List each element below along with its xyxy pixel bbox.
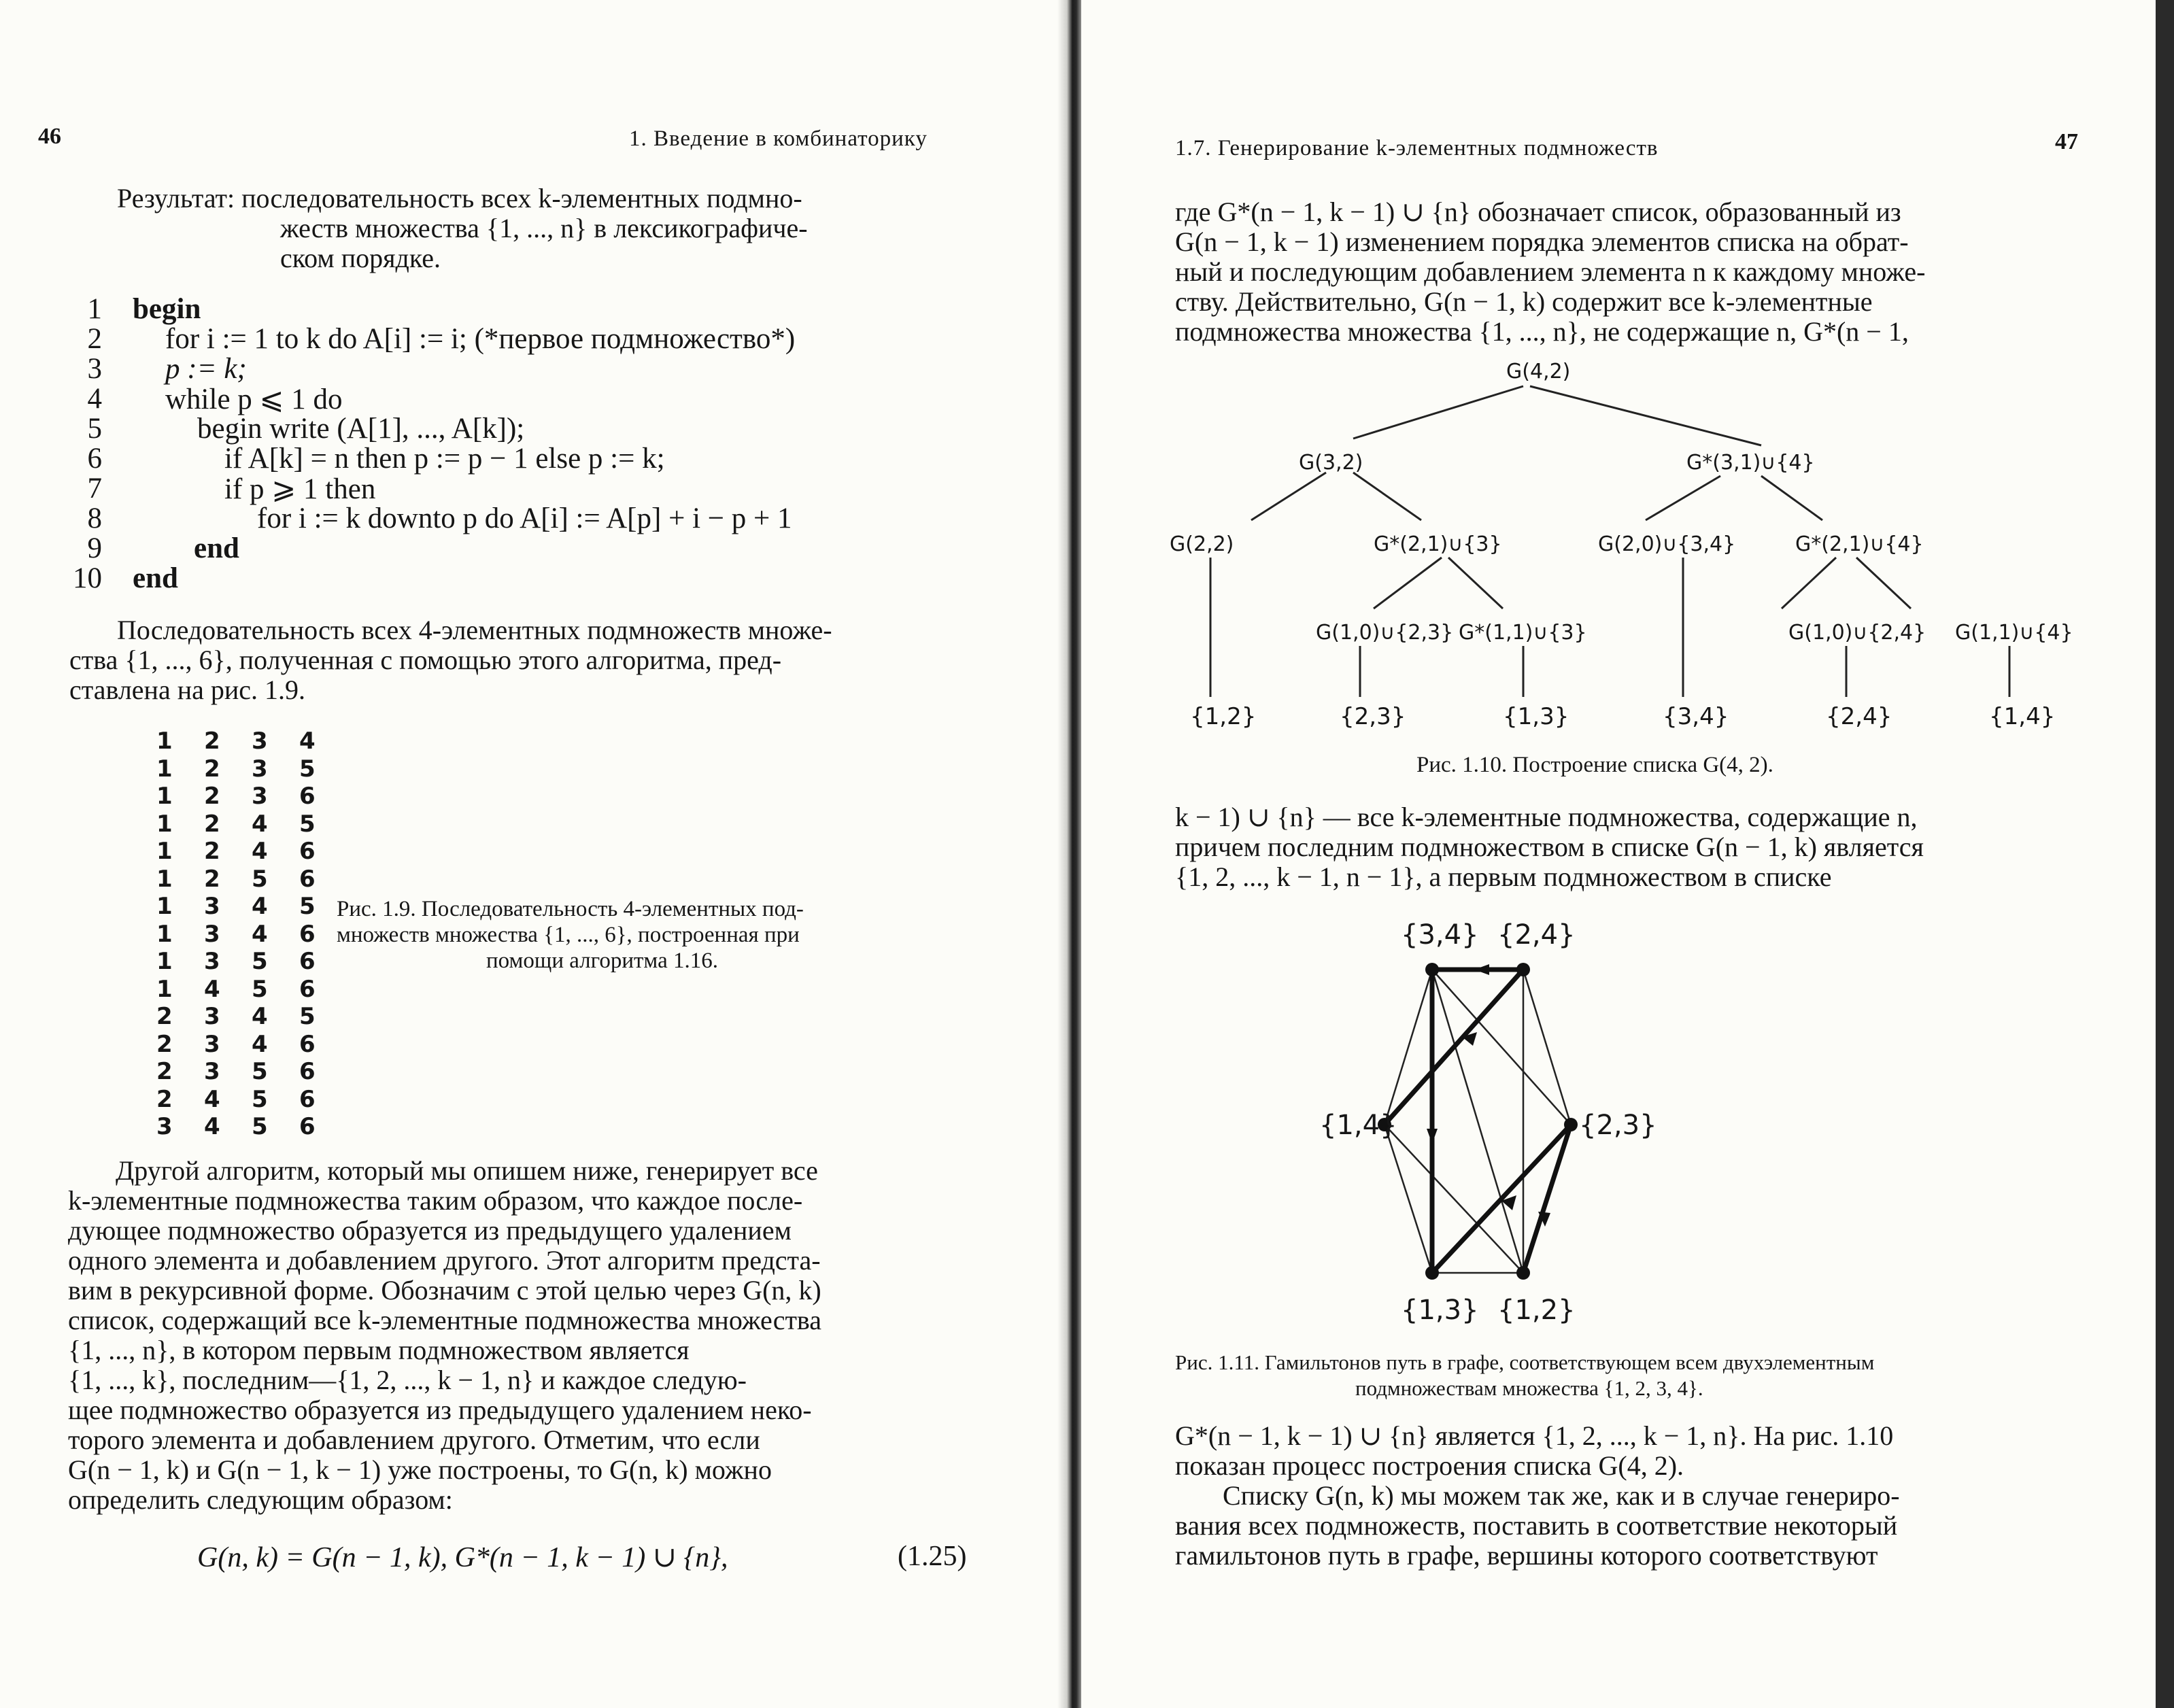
fig19-caption [337,896,804,974]
text-line: список, содержащий все k-элементные подмножества множества [68,1305,822,1335]
graph-edge [1385,1125,1432,1273]
line-number: 3 [87,353,102,385]
sequence-row [156,1003,347,1030]
right-running-head: 1.7. Генерирование k-элементных подмножеств [1175,136,1659,160]
sequence-row [156,866,347,893]
sequence-cell: 6 [299,838,316,865]
tree-edge [1646,476,1720,520]
sequence-cell: 3 [156,1113,173,1140]
sequence-cell: 4 [252,1003,268,1030]
text-line: ства {1, ..., 6}, полученная с помощью этого алгоритма, пред- [69,645,782,675]
sequence-cell: 6 [299,920,316,948]
tree-edge [1761,476,1822,520]
sequence-cell: 6 [299,948,316,975]
tree-leaf: {3,4} [1663,703,1729,730]
text-line: Последовательность всех 4-элементных подмножеств множе- [117,615,832,645]
vertex-label: {1,2} [1497,1295,1576,1326]
sequence-cell: 2 [156,1003,173,1030]
text-line: Другой алгоритм, который мы опишем ниже, генерирует все [116,1155,818,1186]
text-line: G(n − 1, k − 1) изменением порядка элементов списка на обрат- [1175,226,1909,257]
sequence-cell: 6 [299,1113,316,1140]
text-line: G*(n − 1, k − 1) ∪ {n} является {1, 2, ..., k − 1, n}. На рис. 1.10 [1175,1420,1894,1451]
sequence-cell: 4 [204,975,220,1003]
tree-node: G(1,1)∪{4} [1955,621,2073,645]
fig110-tree [1149,354,2135,734]
right-page [1081,0,2174,1708]
sequence-cell: 2 [204,728,220,755]
caption-line: множеств множества {1, ..., 6}, построенная при [337,923,800,947]
text-line: определить следующим образом: [68,1484,453,1515]
vertex-label: {1,3} [1401,1295,1479,1326]
sequence-cell: 6 [299,865,316,893]
sequence-cell: 6 [299,783,316,810]
text-line: причем последним подмножеством в списке G(n − 1, k) является [1175,832,1924,862]
tree-node: G(3,2) [1299,451,1363,475]
line-number: 5 [87,413,102,445]
tree-edge [1856,558,1911,609]
sequence-row [156,976,347,1003]
sequence-cell: 5 [299,893,316,920]
sequence-cell: 4 [299,728,316,755]
text-line: ный и последующим добавлением элемента n к каждому множе- [1175,256,1926,287]
caption-line: подмножествам множества {1, 2, 3, 4}. [1355,1376,1703,1400]
path-arrow [1427,1129,1438,1144]
sequence-cell: 5 [252,1058,268,1085]
sequence-cell: 6 [299,1030,316,1058]
vertex-label: {2,3} [1579,1110,1657,1141]
graph-vertex [1516,1266,1530,1280]
text-line: Списку G(n, k) мы можем так же, как и в случае генериро- [1223,1480,1900,1511]
paragraph-where [1175,197,1925,347]
text-line: вим в рекурсивной форме. Обозначим с этой целью через G(n, k) [68,1275,821,1305]
code-line: begin write (A[1], ..., A[k]); [197,413,525,445]
sequence-cell: 5 [299,1003,316,1030]
sequence-cell: 4 [252,1030,268,1058]
text-line: k − 1) ∪ {n} — все k-элементные подмножества, содержащие n, [1175,802,1918,832]
left-page [0,0,1061,1708]
text-line: ставлена на рис. 1.9. [69,674,306,705]
sequence-cell: 2 [204,755,220,783]
tree-edge [1353,386,1523,439]
sequence-cell: 5 [299,810,316,838]
sequence-cell: 2 [156,1030,173,1058]
text-line: G(n − 1, k) и G(n − 1, k − 1) уже построены, то G(n, k) можно [68,1454,772,1485]
fig111-graph [1319,898,1897,1333]
sequence-cell: 3 [204,920,220,948]
sequence-row [156,921,347,948]
text-line: одного элемента и добавлением другого. Этот алгоритм предста- [68,1245,821,1276]
fig110-caption: Рис. 1.10. Построение списка G(4, 2). [1416,753,1773,777]
text-line: {1, 2, ..., k − 1, n − 1}, а первым подмножеством в списке [1175,861,1832,892]
tree-leaf: {1,4} [1989,703,2056,730]
left-running-head: 1. Введение в комбинаторику [629,126,928,151]
book-spine [1057,0,1085,1708]
result-line: жеств множества {1, ..., n} в лексикографиче- [280,213,808,243]
sequence-cell: 2 [204,838,220,865]
sequence-row [156,893,347,920]
tree-node: G*(1,1)∪{3} [1459,621,1587,645]
sequence-cell: 1 [156,810,173,838]
text-line: показан процесс построения списка G(4, 2). [1175,1450,1684,1481]
code-line: end [133,562,178,594]
sequence-cell: 3 [252,755,268,783]
text-line: {1, ..., k}, последним—{1, 2, ..., k − 1, n} и каждое следую- [68,1365,747,1395]
left-page-number: 46 [38,124,61,149]
text-line: где G*(n − 1, k − 1) ∪ {n} обозначает список, образованный из [1175,197,1901,227]
text-line: ству. Действительно, G(n − 1, k) содержит все k-элементные [1175,286,1873,317]
sequence-row [156,755,347,783]
tree-leaf: {2,4} [1826,703,1892,730]
tree-node: G(2,2) [1170,532,1234,556]
sequence-cell: 3 [204,1058,220,1085]
tree-node: G(1,0)∪{2,3} [1316,621,1454,645]
graph-vertex [1425,963,1439,976]
right-page-number: 47 [2055,129,2078,154]
sequence-cell: 2 [156,1058,173,1085]
sequence-cell: 4 [204,1085,220,1113]
tree-edge [1782,558,1836,609]
caption-line: Рис. 1.11. Гамильтонов путь в графе, соответствующем всем двухэлементным [1175,1350,1875,1374]
line-number: 2 [87,323,102,355]
tree-node: G(1,0)∪{2,4} [1788,621,1926,645]
sequence-cell: 2 [204,810,220,838]
result-line: Результат: последовательность всех k-элементных подмно- [117,183,802,214]
line-number: 7 [87,473,102,505]
sequence-cell: 2 [204,783,220,810]
line-number: 1 [87,293,102,325]
sequence-cell: 6 [299,1058,316,1085]
text-line: торого элемента и добавлением другого. Отметим, что если [68,1424,760,1455]
graph-vertex [1564,1118,1578,1131]
vertex-label: {2,4} [1497,919,1576,951]
paragraph-continuation [1175,802,1924,892]
tree-node: G*(2,1)∪{3} [1374,532,1502,556]
text-line: дующее подмножество образуется из предыдущего удалением [68,1215,792,1246]
sequence-cell: 5 [252,1085,268,1113]
sequence-row [156,1113,347,1140]
paragraph-sequence-intro [69,615,981,705]
path-arrow [1474,964,1489,975]
tree-edge [1530,386,1761,445]
sequence-cell: 3 [204,1003,220,1030]
text-line: вания всех подмножеств, поставить в соответствие некоторый [1175,1510,1898,1541]
sequence-cell: 3 [204,893,220,920]
code-line: for i := 1 to k do A[i] := i; (*первое подмножество*) [165,323,796,355]
tree-leaf: {2,3} [1340,703,1406,730]
sequence-cell: 3 [252,783,268,810]
line-number: 4 [87,383,102,415]
result-line: ском порядке. [280,243,441,273]
line-number: 6 [87,443,102,475]
text-line: гамильтонов путь в графе, вершины которого соответствуют [1175,1540,1878,1571]
sequence-row [156,783,347,810]
paragraph-final [1175,1421,1900,1571]
sequence-cell: 1 [156,755,173,783]
sequence-cell: 5 [252,948,268,975]
graph-vertex [1425,1266,1439,1280]
sequence-row [156,1031,347,1058]
code-line: begin [133,293,201,325]
tree-edge [1448,558,1503,609]
sequence-cell: 5 [252,975,268,1003]
code-line: if p ⩾ 1 then [224,473,376,505]
text-line: щее подмножество образуется из предыдущего удалением неко- [68,1395,812,1425]
vertex-label: {3,4} [1401,919,1479,951]
sequence-cell: 5 [299,755,316,783]
sequence-cell: 1 [156,920,173,948]
line-number: 10 [73,562,102,594]
tree-leaf: {1,3} [1503,703,1569,730]
sequence-cell: 3 [204,1030,220,1058]
tree-node: G*(3,1)∪{4} [1686,451,1815,475]
sequence-cell: 1 [156,975,173,1003]
sequence-cell: 2 [156,1085,173,1113]
code-line: p := k; [165,353,247,385]
sequence-cell: 2 [204,865,220,893]
text-line: k-элементные подмножества таким образом, что каждое после- [68,1185,803,1216]
result-block [117,184,808,273]
line-number: 8 [87,502,102,534]
sequence-row [156,948,347,975]
sequence-row [156,838,347,865]
sequence-cell: 6 [299,1085,316,1113]
caption-line: помощи алгоритма 1.16. [486,949,718,973]
sequence-cell: 3 [204,948,220,975]
sequence-cell: 1 [156,728,173,755]
code-line: if A[k] = n then p := p − 1 else p := k; [224,443,665,475]
paragraph-gray-code [68,1156,821,1515]
code-line: for i := k downto p do A[i] := A[p] + i − p + 1 [257,502,792,534]
graph-edge [1523,970,1571,1125]
line-number: 9 [87,532,102,564]
formula-number: (1.25) [898,1541,967,1572]
sequence-cell: 4 [252,810,268,838]
tree-node-root: G(4,2) [1506,360,1571,383]
tree-edge [1251,473,1326,520]
sequence-cell: 1 [156,838,173,865]
sequence-row [156,1086,347,1113]
code-line: end [194,532,239,564]
sequence-cell: 3 [252,728,268,755]
book-edge [2156,0,2174,1708]
tree-edge [1353,473,1421,520]
sequence-cell: 5 [252,865,268,893]
tree-edge [1374,558,1442,609]
tree-node: G(2,0)∪{3,4} [1598,532,1736,556]
text-line: подмножества множества {1, ..., n}, не содержащие n, G*(n − 1, [1175,316,1909,347]
sequence-cell: 6 [299,975,316,1003]
sequence-cell: 4 [252,838,268,865]
tree-leaf: {1,2} [1190,703,1257,730]
vertex-label: {1,4} [1319,1110,1397,1141]
sequence-cell: 1 [156,783,173,810]
sequence-row [156,810,347,838]
fig111-caption [1175,1350,1874,1401]
sequence-row [156,728,347,755]
sequence-cell: 1 [156,893,173,920]
sequence-cell: 1 [156,865,173,893]
tree-node: G*(2,1)∪{4} [1795,532,1924,556]
sequence-cell: 4 [204,1113,220,1140]
code-line: while p ⩽ 1 do [165,383,343,415]
formula-1-25: G(n, k) = G(n − 1, k), G*(n − 1, k − 1) ∪ {n}, [197,1542,728,1573]
sequence-cell: 4 [252,893,268,920]
sequence-cell: 1 [156,948,173,975]
sequence-row [156,1058,347,1085]
graph-vertex [1516,963,1530,976]
text-line: {1, ..., n}, в котором первым подмножеством является [68,1335,690,1365]
caption-line: Рис. 1.9. Последовательность 4-элементных под- [337,897,804,921]
sequence-cell: 4 [252,920,268,948]
sequence-cell: 5 [252,1113,268,1140]
